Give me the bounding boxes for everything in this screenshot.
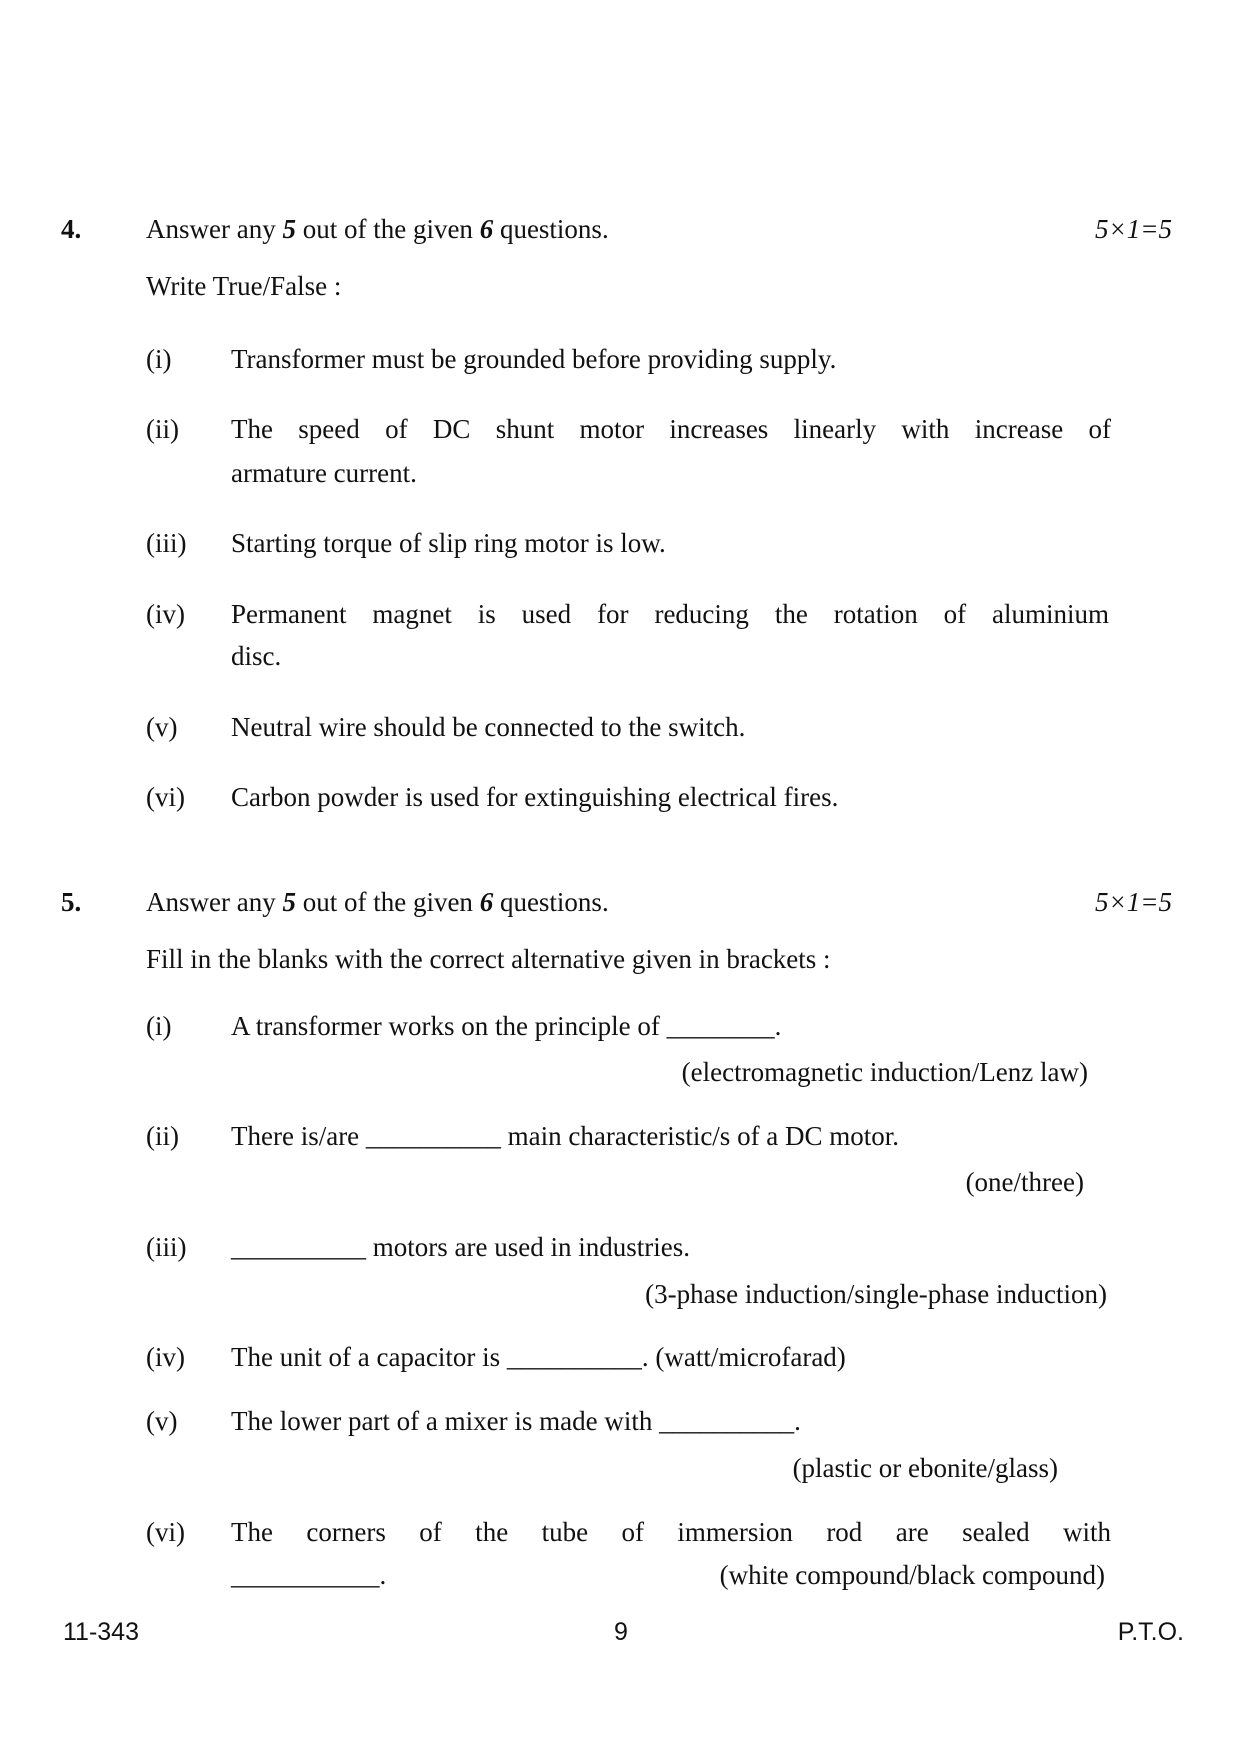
item-options: (one/three) bbox=[965, 1167, 1084, 1197]
marks: 5×1=5 bbox=[1095, 214, 1172, 244]
item-label: (v) bbox=[146, 712, 178, 742]
question-number: 4. bbox=[61, 214, 82, 244]
item-text: The unit of a capacitor is __________. (watt/microfarad) bbox=[231, 1342, 846, 1372]
item-label: (vi) bbox=[146, 1517, 185, 1547]
item-options: (white compound/black compound) bbox=[719, 1560, 1105, 1590]
item-label: (ii) bbox=[146, 414, 179, 444]
item-text: A transformer works on the principle of ________. bbox=[231, 1011, 782, 1041]
item-text: __________ motors are used in industries. bbox=[231, 1232, 690, 1262]
item-text: There is/are __________ main characteristic/s of a DC motor. bbox=[231, 1121, 900, 1151]
paper-code: 11-343 bbox=[63, 1618, 139, 1646]
item-options: (electromagnetic induction/Lenz law) bbox=[681, 1057, 1088, 1087]
marks: 5×1=5 bbox=[1095, 887, 1172, 917]
subheading: Write True/False : bbox=[146, 271, 342, 301]
instruction-text: questions. bbox=[493, 214, 609, 244]
item-text: The corners of the tube of immersion rod are sealed with bbox=[231, 1517, 1111, 1547]
instruction-count: 5 bbox=[282, 887, 296, 917]
item-text-cont: disc. bbox=[231, 641, 282, 671]
item-options: (3-phase induction/single-phase induction) bbox=[645, 1279, 1107, 1309]
item-text: The lower part of a mixer is made with __________. bbox=[231, 1406, 801, 1436]
subheading: Fill in the blanks with the correct alternative given in brackets : bbox=[146, 944, 831, 974]
item-text: Transformer must be grounded before providing supply. bbox=[231, 344, 837, 374]
item-text: Neutral wire should be connected to the switch. bbox=[231, 712, 746, 742]
question-number: 5. bbox=[61, 887, 82, 917]
instruction-text: out of the given bbox=[295, 214, 480, 244]
item-label: (iv) bbox=[146, 1342, 185, 1372]
page-number: 9 bbox=[614, 1618, 628, 1646]
instruction-text: questions. bbox=[493, 887, 609, 917]
instruction-count: 6 bbox=[479, 214, 494, 244]
instruction-count: 6 bbox=[479, 887, 494, 917]
item-label: (vi) bbox=[146, 782, 185, 812]
question-instruction bbox=[146, 886, 609, 918]
item-label: (ii) bbox=[146, 1121, 179, 1151]
instruction-text: out of the given bbox=[295, 887, 480, 917]
item-text: Permanent magnet is used for reducing the rotation of aluminium bbox=[231, 599, 1109, 629]
instruction-text: Answer any bbox=[146, 887, 283, 917]
item-text-cont: armature current. bbox=[231, 458, 417, 488]
question-instruction bbox=[146, 213, 609, 245]
item-label: (v) bbox=[146, 1406, 178, 1436]
item-label: (i) bbox=[146, 344, 172, 374]
item-label: (iii) bbox=[146, 1232, 187, 1262]
please-turn-over: P.T.O. bbox=[1117, 1618, 1184, 1646]
item-text: Carbon powder is used for extinguishing electrical fires. bbox=[231, 782, 839, 812]
item-text: The speed of DC shunt motor increases linearly with increase of bbox=[231, 414, 1111, 444]
instruction-text: Answer any bbox=[146, 214, 283, 244]
item-label: (iii) bbox=[146, 528, 187, 558]
item-options: (plastic or ebonite/glass) bbox=[792, 1453, 1058, 1483]
item-label: (iv) bbox=[146, 599, 185, 629]
item-label: (i) bbox=[146, 1011, 172, 1041]
item-text: Starting torque of slip ring motor is low. bbox=[231, 528, 666, 558]
item-text-cont: ___________. bbox=[231, 1560, 387, 1590]
instruction-count: 5 bbox=[282, 214, 296, 244]
